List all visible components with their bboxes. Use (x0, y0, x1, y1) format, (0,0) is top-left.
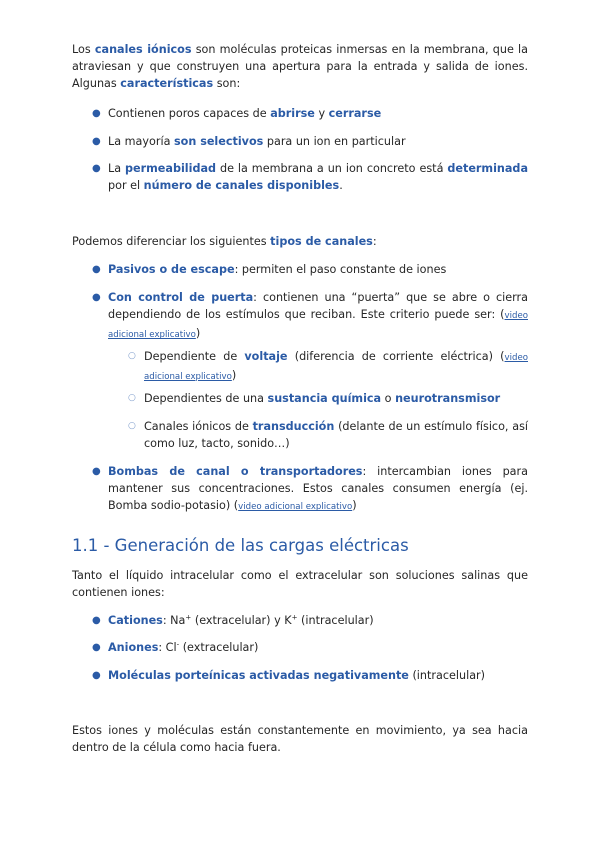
bullet-icon: ● (92, 615, 101, 626)
list-item-cationes: Cationes: Na+ (extracelular) y K+ (intracelular) (108, 613, 374, 627)
list-item-type-control-puerta: Con control de puerta: contienen una “puerta” que se abre o cierra dependiendo de los estímulos que reciban. Este criterio puede ser: (video adicional explicativo) (108, 291, 528, 341)
list-item-feature-permeabilidad: La permeabilidad de la membrana a un ion concreto está determinada por el número de canales disponibles. (108, 162, 528, 193)
types-intro-paragraph: Podemos diferenciar los siguientes tipos de canales: (72, 235, 377, 248)
list-item-type-bombas: Bombas de canal o transportadores: intercambian iones para mantener sus concentraciones. Estos canales consumen energía (ej. Bomba sodio-potasio) (video adicional explicativo) (108, 465, 528, 513)
list-item-type-pasivos: Pasivos o de escape: permiten el paso constante de iones (108, 263, 447, 276)
bullet-icon: ● (92, 642, 101, 653)
sub-bullet-icon: ○ (128, 351, 136, 361)
section-intro-paragraph: Tanto el líquido intracelular como el extracelular son soluciones salinas que contienen iones: (72, 569, 528, 600)
bullet-icon: ● (92, 163, 101, 174)
bullet-icon: ● (92, 466, 101, 477)
list-item-aniones: Aniones: Cl- (extracelular) (108, 640, 259, 654)
intro-paragraph: Los canales iónicos son moléculas proteicas inmersas en la membrana, que la atraviesan y que construyen una apertura para la entrada y salida de iones. Algunas características son: (72, 43, 529, 91)
bullet-icon: ● (92, 108, 101, 119)
video-link-control-puerta[interactable]: video adicional explicativo (108, 311, 528, 341)
bullet-icon: ● (92, 292, 101, 303)
list-item-feature-poros: Contienen poros capaces de abrirse y cerrarse (108, 107, 382, 120)
list-item-feature-selectivos: La mayoría son selectivos para un ion en particular (108, 135, 406, 148)
list-item-transduccion: Canales iónicos de transducción (delante de un estímulo físico, así como luz, tacto, sonido…) (144, 420, 529, 451)
video-link-voltaje[interactable]: video adicional explicativo (144, 353, 528, 383)
bullet-icon: ● (92, 670, 101, 681)
sub-bullet-icon: ○ (128, 393, 136, 403)
closing-paragraph: Estos iones y moléculas están constantemente en movimiento, ya sea hacia dentro de la célula como hacia fuera. (72, 724, 528, 755)
bullet-icon: ● (92, 136, 101, 147)
video-link-bombas[interactable]: video adicional explicativo (238, 502, 353, 513)
sub-bullet-icon: ○ (128, 421, 136, 431)
keyword-caracteristicas: características (120, 77, 214, 91)
section-heading: 1.1 - Generación de las cargas eléctricas (72, 536, 409, 555)
list-item-voltaje: Dependiente de voltaje (diferencia de corriente eléctrica) (video adicional explicativo) (144, 350, 528, 383)
keyword-canales-ionicos: canales iónicos (94, 43, 192, 56)
list-item-sustancia-quimica: Dependientes de una sustancia química o neurotransmisor (144, 392, 501, 405)
bullet-icon: ● (92, 264, 101, 275)
list-item-moleculas: Moléculas porteínicas activadas negativamente (intracelular) (108, 669, 486, 682)
